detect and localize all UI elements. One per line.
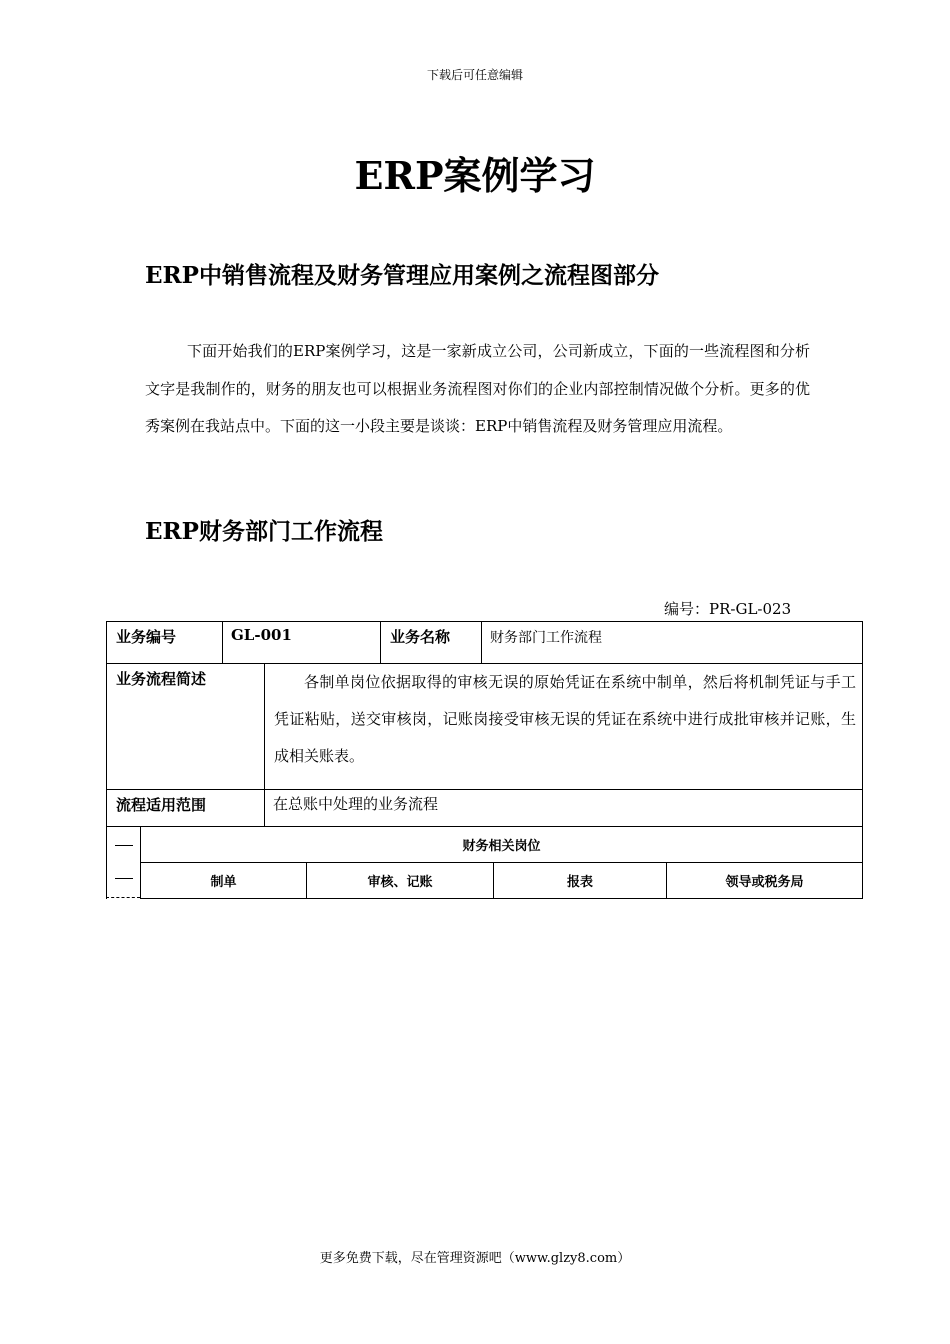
business-name-label: 业务名称 — [381, 622, 482, 664]
process-summary-text: 各制单岗位依据取得的审核无误的原始凭证在系统中制单，然后将机制凭证与手工凭证粘贴，送交审核岗，记账岗接受审核无误的凭证在系统中进行成批审核并记账，生成相关账表。 — [265, 664, 863, 790]
role-column-header: 审核、记账 — [307, 863, 494, 899]
business-code-label: 业务编号 — [107, 622, 223, 664]
document-number-label: 编号： — [664, 600, 710, 618]
business-info-table — [106, 621, 863, 827]
scope-label: 流程适用范围 — [107, 790, 265, 827]
role-column-header: 报表 — [494, 863, 667, 899]
dashed-divider — [106, 897, 140, 898]
business-code-value: GL-001 — [223, 622, 381, 664]
intro-paragraph: 下面开始我们的ERP案例学习，这是一家新成立公司，公司新成立，下面的一些流程图和分析文字是我制作的，财务的朋友也可以根据业务流程图对你们的企业内部控制情况做个分析。更多的优秀案例在我站点中。下面的这一小段主要是谈谈：ERP中销售流程及财务管理应用流程。 — [145, 342, 810, 435]
document-subtitle: ERP中销售流程及财务管理应用案例之流程图部分 — [145, 262, 659, 289]
page-footer: 更多免费下载，尽在管理资源吧（www.glzy8.com） — [319, 1251, 631, 1266]
process-summary-label: 业务流程简述 — [107, 664, 265, 790]
document-number-value: PR-GL-023 — [709, 600, 792, 618]
role-column-header: 领导或税务局 — [667, 863, 863, 899]
roles-group-header: 财务相关岗位 — [141, 827, 863, 863]
document-number — [664, 598, 791, 619]
role-column-header: 制单 — [141, 863, 307, 899]
dash-mark — [115, 845, 133, 846]
dash-mark — [115, 878, 133, 879]
business-name-value: 财务部门工作流程 — [482, 622, 863, 664]
scope-value: 在总账中处理的业务流程 — [265, 790, 863, 827]
section-title: ERP财务部门工作流程 — [145, 518, 383, 545]
finance-roles-table — [106, 826, 863, 899]
document-title: ERP案例学习 — [354, 153, 596, 198]
row-marker-cell — [107, 827, 141, 899]
page-header-note: 下载后可任意编辑 — [426, 68, 523, 82]
